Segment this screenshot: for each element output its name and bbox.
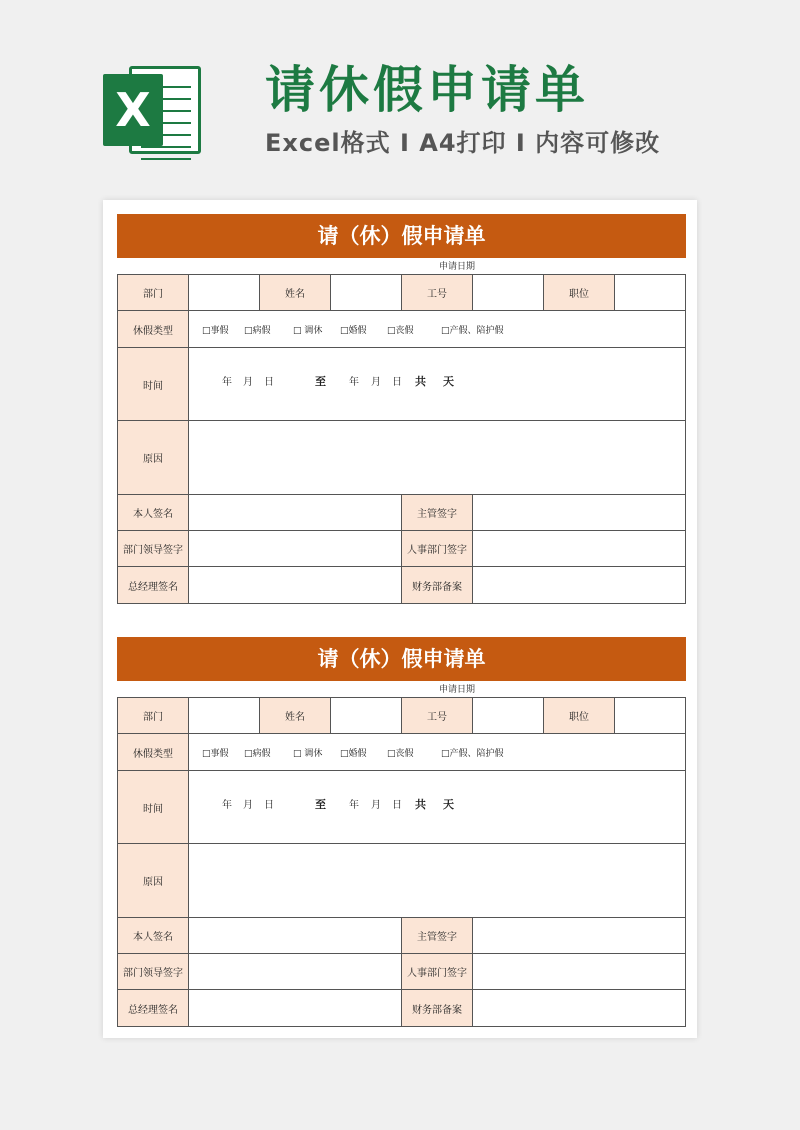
leave-option-compensatory[interactable]: □ 调休 <box>293 749 323 759</box>
dept-leader-signature-label: 部门领导签字 <box>117 530 189 567</box>
reason-label: 原因 <box>117 420 189 495</box>
end-month-unit: 月 <box>371 800 381 811</box>
employee-id-input[interactable] <box>472 697 544 734</box>
end-month-unit: 月 <box>371 377 381 388</box>
position-input[interactable] <box>614 697 686 734</box>
logo-letter: X <box>103 74 163 146</box>
leave-type-label: 休假类型 <box>117 733 189 771</box>
reason-label: 原因 <box>117 843 189 918</box>
days-unit: 天 <box>443 798 454 811</box>
hr-signature-label: 人事部门签字 <box>401 953 473 990</box>
leave-option-maternity[interactable]: □产假、陪护假 <box>441 326 504 336</box>
dept-leader-signature-input[interactable] <box>188 530 402 567</box>
leave-type-options <box>188 733 686 771</box>
gm-signature-label: 总经理签名 <box>117 566 189 604</box>
start-day-unit: 日 <box>264 800 274 811</box>
reason-input[interactable] <box>188 420 686 495</box>
form-title: 请（休）假申请单 <box>117 214 686 258</box>
supervisor-signature-label: 主管签字 <box>401 494 473 531</box>
leave-option-personal[interactable]: □事假 <box>202 749 229 759</box>
reason-input[interactable] <box>188 843 686 918</box>
hr-signature-input[interactable] <box>472 953 686 990</box>
start-year-unit: 年 <box>222 377 232 388</box>
excel-logo-icon <box>103 62 203 158</box>
leave-type-label: 休假类型 <box>117 310 189 348</box>
leave-option-sick[interactable]: □病假 <box>244 326 271 336</box>
start-month-unit: 月 <box>243 800 253 811</box>
supervisor-signature-input[interactable] <box>472 494 686 531</box>
finance-record-label: 财务部备案 <box>401 989 473 1027</box>
self-signature-label: 本人签名 <box>117 494 189 531</box>
end-day-unit: 日 <box>392 800 402 811</box>
leave-option-sick[interactable]: □病假 <box>244 749 271 759</box>
leave-option-maternity[interactable]: □产假、陪护假 <box>441 749 504 759</box>
leave-type-options <box>188 310 686 348</box>
to-label: 至 <box>315 798 326 811</box>
dept-label: 部门 <box>117 697 189 734</box>
self-signature-label: 本人签名 <box>117 917 189 954</box>
hr-signature-input[interactable] <box>472 530 686 567</box>
hr-signature-label: 人事部门签字 <box>401 530 473 567</box>
leave-option-bereavement[interactable]: □丧假 <box>387 326 414 336</box>
end-year-unit: 年 <box>349 800 359 811</box>
supervisor-signature-label: 主管签字 <box>401 917 473 954</box>
start-year-unit: 年 <box>222 800 232 811</box>
application-date-label: 申请日期 <box>439 262 476 272</box>
name-input[interactable] <box>330 274 402 311</box>
leave-option-marriage[interactable]: □婚假 <box>340 326 367 336</box>
leave-option-bereavement[interactable]: □丧假 <box>387 749 414 759</box>
dept-leader-signature-label: 部门领导签字 <box>117 953 189 990</box>
time-field[interactable] <box>188 770 686 844</box>
form-title: 请（休）假申请单 <box>117 637 686 681</box>
start-day-unit: 日 <box>264 377 274 388</box>
total-label: 共 <box>415 375 426 388</box>
time-field[interactable] <box>188 347 686 421</box>
name-label: 姓名 <box>259 697 331 734</box>
days-unit: 天 <box>443 375 454 388</box>
time-label: 时间 <box>117 770 189 844</box>
self-signature-input[interactable] <box>188 917 402 954</box>
end-day-unit: 日 <box>392 377 402 388</box>
dept-label: 部门 <box>117 274 189 311</box>
total-label: 共 <box>415 798 426 811</box>
employee-id-label: 工号 <box>401 274 473 311</box>
application-date-label: 申请日期 <box>439 685 476 695</box>
dept-input[interactable] <box>188 274 260 311</box>
position-input[interactable] <box>614 274 686 311</box>
finance-record-input[interactable] <box>472 566 686 604</box>
finance-record-input[interactable] <box>472 989 686 1027</box>
page-subtitle: Excel格式 I A4打印 I 内容可修改 <box>265 129 661 157</box>
position-label: 职位 <box>543 697 615 734</box>
employee-id-input[interactable] <box>472 274 544 311</box>
dept-leader-signature-input[interactable] <box>188 953 402 990</box>
start-month-unit: 月 <box>243 377 253 388</box>
name-label: 姓名 <box>259 274 331 311</box>
self-signature-input[interactable] <box>188 494 402 531</box>
leave-option-compensatory[interactable]: □ 调休 <box>293 326 323 336</box>
dept-input[interactable] <box>188 697 260 734</box>
leave-option-personal[interactable]: □事假 <box>202 326 229 336</box>
page-header <box>0 0 800 190</box>
gm-signature-label: 总经理签名 <box>117 989 189 1027</box>
finance-record-label: 财务部备案 <box>401 566 473 604</box>
gm-signature-input[interactable] <box>188 989 402 1027</box>
page-title: 请休假申请单 <box>265 61 589 119</box>
leave-option-marriage[interactable]: □婚假 <box>340 749 367 759</box>
position-label: 职位 <box>543 274 615 311</box>
name-input[interactable] <box>330 697 402 734</box>
end-year-unit: 年 <box>349 377 359 388</box>
time-label: 时间 <box>117 347 189 421</box>
to-label: 至 <box>315 375 326 388</box>
supervisor-signature-input[interactable] <box>472 917 686 954</box>
gm-signature-input[interactable] <box>188 566 402 604</box>
employee-id-label: 工号 <box>401 697 473 734</box>
